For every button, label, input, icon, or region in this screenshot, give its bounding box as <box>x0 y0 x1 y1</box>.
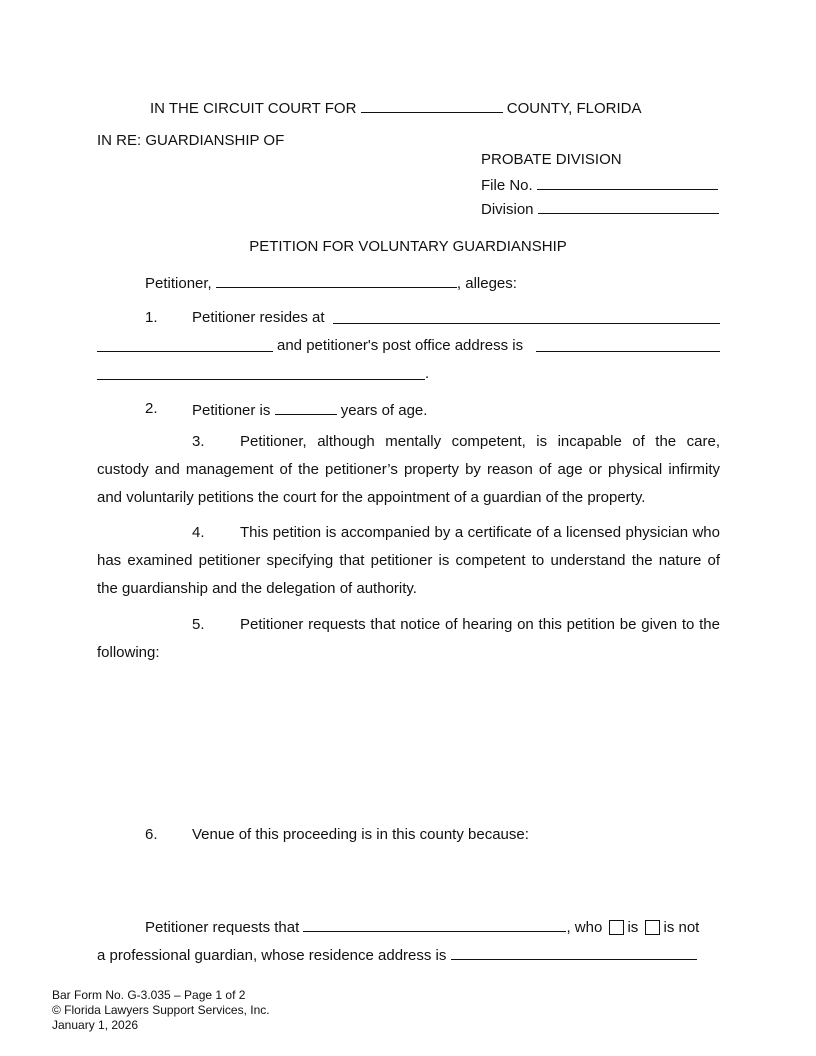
guardian-address-blank[interactable] <box>451 945 697 960</box>
age-blank[interactable] <box>275 400 337 415</box>
request-line-2-text: a professional guardian, whose residence address is <box>97 947 447 964</box>
item-3-paragraph <box>97 428 720 512</box>
request-prefix: Petitioner requests that <box>145 919 300 936</box>
intro-line <box>145 273 517 293</box>
is-label: is <box>627 919 639 936</box>
item-4-number: 4. <box>192 524 205 541</box>
item-5-number: 5. <box>192 616 205 633</box>
file-no-blank[interactable] <box>537 175 718 190</box>
file-no-label: File No. <box>481 177 533 194</box>
item-5-paragraph <box>97 611 720 667</box>
residence-blank-cont[interactable] <box>97 351 273 352</box>
division-label: Division <box>481 201 534 218</box>
item-3-text: Petitioner, although mentally competent, is incapable of the care, custody and management of the petitioner’s property by reason of age or physical infirmity and voluntarily petitions the court for the appointment of a guardian of the property. <box>97 433 720 506</box>
court-prefix: IN THE CIRCUIT COURT FOR <box>150 100 357 117</box>
intro-suffix: , alleges: <box>456 275 517 292</box>
item-1-text-a: Petitioner resides at <box>192 309 325 326</box>
is-checkbox[interactable] <box>609 920 624 935</box>
item-6-text: Venue of this proceeding is in this county because: <box>192 826 529 843</box>
guardian-name-blank[interactable] <box>303 917 566 932</box>
item-2-line <box>192 400 427 420</box>
item-3-number: 3. <box>192 433 205 450</box>
document-title: PETITION FOR VOLUNTARY GUARDIANSHIP <box>249 238 567 255</box>
file-no-row <box>481 175 718 195</box>
item-1-number: 1. <box>145 309 158 326</box>
residence-blank[interactable] <box>333 323 720 324</box>
item-2-text-a: Petitioner is <box>192 402 271 419</box>
item-6-number: 6. <box>145 826 158 843</box>
request-who: , who <box>566 919 603 936</box>
post-office-blank-cont[interactable] <box>97 379 425 380</box>
in-re-label: IN RE: GUARDIANSHIP OF <box>97 132 285 149</box>
item-4-text: This petition is accompanied by a certificate of a licensed physician who has examined petitioner specifying that petitioner is competent to understand the nature of the guardianship and the delegation of authority. <box>97 524 720 597</box>
item-1-end: . <box>425 365 430 382</box>
petitioner-name-blank[interactable] <box>216 273 457 288</box>
division-blank[interactable] <box>538 199 719 214</box>
county-blank[interactable] <box>361 98 503 113</box>
court-suffix: COUNTY, FLORIDA <box>506 100 642 117</box>
item-4-paragraph <box>97 519 720 603</box>
item-1-text-b: and petitioner's post office address is <box>277 337 524 354</box>
request-line <box>145 917 699 937</box>
court-caption <box>150 98 642 118</box>
footer-form-no: Bar Form No. G-3.035 – Page 1 of 2 <box>52 988 246 1002</box>
footer-date: January 1, 2026 <box>52 1018 139 1032</box>
footer-copyright: © Florida Lawyers Support Services, Inc. <box>52 1003 270 1017</box>
division-row <box>481 199 719 219</box>
probate-division-label: PROBATE DIVISION <box>481 151 622 168</box>
intro-prefix: Petitioner, <box>145 275 212 292</box>
is-not-label: is not <box>663 919 700 936</box>
post-office-blank[interactable] <box>536 351 720 352</box>
item-2-text-b: years of age. <box>340 402 428 419</box>
request-line-2 <box>97 945 697 965</box>
is-not-checkbox[interactable] <box>645 920 660 935</box>
item-5-text: Petitioner requests that notice of hearing on this petition be given to the following: <box>97 616 720 661</box>
item-2-number: 2. <box>145 400 158 417</box>
